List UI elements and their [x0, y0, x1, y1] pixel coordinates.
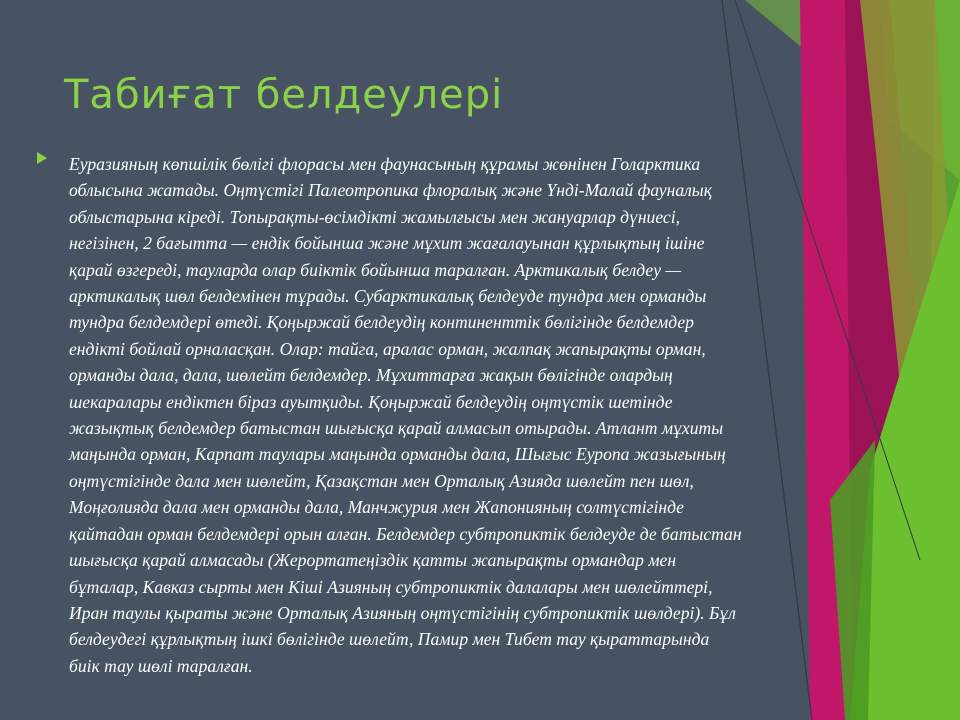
body-line: облыстарына кіреді. Топырақты-өсімдікті жамылғысы мен жануарлар дүниесі,: [69, 206, 681, 227]
body-line: қайтадан орман белдемдері орын алған. Белдемдер субтропиктік белдеуде де батыстан: [69, 523, 742, 544]
body-line: арктикалық шөл белдемінен тұрады. Субарктикалық белдеуде тундра мен орманды: [69, 286, 707, 307]
body-line: Еуразияның көпшілік бөлігі флорасы мен фаунасының құрамы жөнінен Голарктика: [69, 154, 701, 174]
body-paragraph: [69, 151, 929, 679]
body-line: жазықтық белдемдер батыстан шығысқа қарай алмасып отырады. Атлант мұхиты: [69, 418, 724, 439]
body-line: облысына жатады. Оңтүстігі Палеотропика флоралық және Үнді-Малай фауналық: [69, 180, 712, 201]
body-line: шығысқа қарай алмасады (Жерортатеңіздік қатты жапырақты ормандар мен: [69, 550, 677, 571]
body-line: орманды дала, дала, шөлейт белдемдер. Мұхиттарға жақын бөлігінде олардың: [69, 365, 673, 386]
body-line: биік тау шөлі таралған.: [69, 655, 253, 676]
body-line: шекаралары ендіктен біраз ауытқиды. Қоңыржай белдеудің оңтүстік шетінде: [69, 391, 673, 412]
body-line: бұталар, Кавказ сырты мен Кіші Азияның субтропиктік далалары мен шөлейттері,: [69, 576, 713, 597]
body-line: тундра белдемдері өтеді. Қоңыржай белдеудің континенттік бөлігінде белдемдер: [69, 312, 694, 333]
bullet-arrow-icon: [37, 152, 47, 164]
body-line: ендікті бойлай орналасқан. Олар: тайга, аралас орман, жалпақ жапырақты орман,: [69, 338, 706, 359]
body-line: қарай өзгереді, тауларда олар биіктік бойынша таралған. Арктикалық белдеу —: [69, 259, 682, 280]
slide-title: Табиғат белдеулері: [64, 72, 504, 118]
body-line: оңтүстігінде дала мен шөлейт, Қазақстан мен Орталық Азияда шөлейт пен шөл,: [69, 470, 694, 491]
body-line: негізінен, 2 бағытта — ендік бойынша және мұхит жағалауынан құрлықтың ішіне: [69, 233, 705, 254]
body-line: маңында орман, Карпат таулары маңында орманды дала, Шығыс Еуропа жазығының: [69, 444, 726, 465]
body-line: белдеудегі құрлықтың ішкі бөлігінде шөлейт, Памир мен Тибет тау қыраттарында: [69, 629, 710, 650]
body-line: Иран таулы қыраты және Орталық Азияның оңтүстігінің субтропиктік шөлдері). Бұл: [69, 602, 736, 623]
body-line: Моңғолияда дала мен орманды дала, Манчжурия мен Жапонияның солтүстігінде: [69, 497, 684, 518]
